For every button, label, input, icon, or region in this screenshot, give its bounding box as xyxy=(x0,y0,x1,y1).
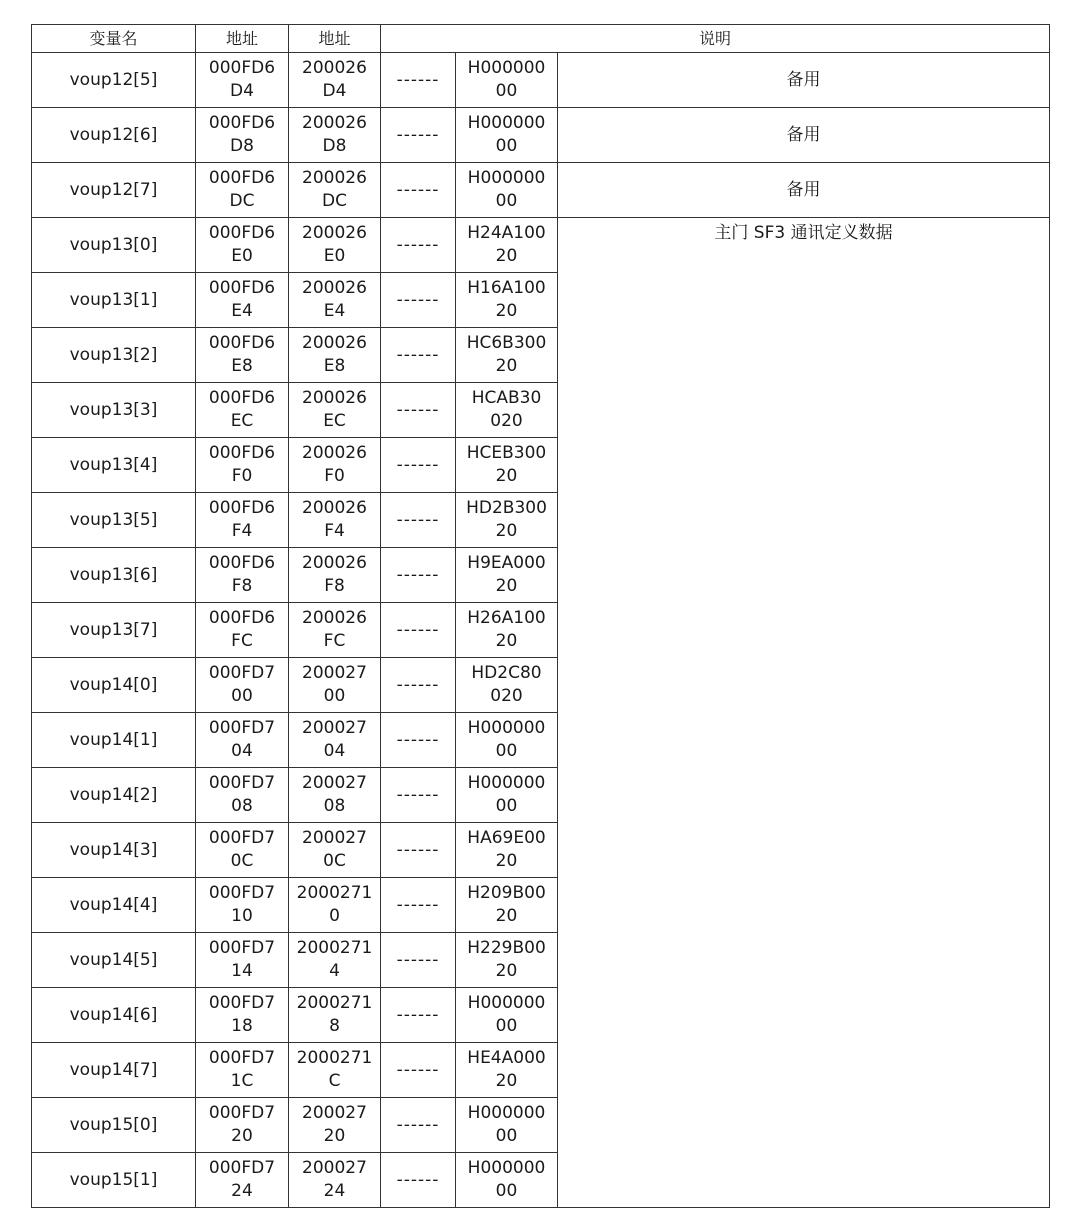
dash-cell: ------ xyxy=(381,878,456,933)
address-2-line-2: E8 xyxy=(323,356,346,376)
variable-name-cell: voup14[2] xyxy=(32,768,196,823)
value-line-1: H000000 xyxy=(467,718,546,738)
value-line-1: H16A100 xyxy=(467,278,546,298)
dash-cell: ------ xyxy=(381,163,456,218)
variable-name-cell: voup13[5] xyxy=(32,493,196,548)
value-line-2: 020 xyxy=(490,411,523,431)
dash-cell: ------ xyxy=(381,493,456,548)
address-1-cell xyxy=(196,603,289,658)
address-1-line-2: F4 xyxy=(231,521,253,541)
dash-cell: ------ xyxy=(381,823,456,878)
value-line-2: 00 xyxy=(495,1016,518,1036)
variable-name-cell: voup13[3] xyxy=(32,383,196,438)
address-1-line-2: DC xyxy=(229,191,255,211)
address-2-line-2: D8 xyxy=(322,136,347,156)
address-2-line-1: 200027 xyxy=(302,828,367,848)
variable-table xyxy=(31,24,1050,1208)
value-line-1: H000000 xyxy=(467,168,546,188)
dash-cell: ------ xyxy=(381,438,456,493)
address-2-line-1: 200027 xyxy=(302,718,367,738)
address-1-line-1: 000FD7 xyxy=(208,1158,276,1178)
description-cell: 备用 xyxy=(558,163,1050,218)
address-1-line-1: 000FD7 xyxy=(208,773,276,793)
address-1-line-2: EC xyxy=(230,411,254,431)
address-1-line-1: 000FD6 xyxy=(208,608,276,628)
address-1-line-2: 08 xyxy=(231,796,253,816)
variable-name-cell: voup13[2] xyxy=(32,328,196,383)
value-line-2: 00 xyxy=(495,81,518,101)
address-1-line-1: 000FD7 xyxy=(208,828,276,848)
value-cell xyxy=(456,1153,558,1208)
variable-name-cell: voup15[0] xyxy=(32,1098,196,1153)
value-cell xyxy=(456,603,558,658)
variable-name-cell: voup12[5] xyxy=(32,53,196,108)
value-line-2: 20 xyxy=(495,301,518,321)
description-cell-merged: 主门 SF3 通讯定义数据 xyxy=(558,218,1050,1208)
address-2-line-2: 24 xyxy=(323,1181,346,1201)
address-1-cell xyxy=(196,1153,289,1208)
header-address-1: 地址 xyxy=(196,25,289,53)
value-line-1: H000000 xyxy=(467,1103,546,1123)
address-1-line-1: 000FD6 xyxy=(208,443,276,463)
address-2-line-1: 200026 xyxy=(302,388,367,408)
address-2-line-1: 200026 xyxy=(302,333,367,353)
description-cell: 备用 xyxy=(558,108,1050,163)
value-cell xyxy=(456,438,558,493)
value-line-2: 20 xyxy=(495,576,518,596)
variable-name-cell: voup14[0] xyxy=(32,658,196,713)
value-cell xyxy=(456,163,558,218)
address-1-line-1: 000FD6 xyxy=(208,168,276,188)
address-1-line-1: 000FD6 xyxy=(208,333,276,353)
variable-name-cell: voup13[1] xyxy=(32,273,196,328)
address-1-line-1: 000FD6 xyxy=(208,223,276,243)
value-cell xyxy=(456,1098,558,1153)
table-body xyxy=(32,53,1050,1208)
value-line-2: 20 xyxy=(495,1071,518,1091)
address-1-cell xyxy=(196,108,289,163)
address-1-line-1: 000FD7 xyxy=(208,1048,276,1068)
address-2-line-2: F4 xyxy=(324,521,345,541)
variable-name-cell: voup13[4] xyxy=(32,438,196,493)
address-1-cell xyxy=(196,878,289,933)
value-line-2: 00 xyxy=(495,1126,518,1146)
address-2-line-1: 200026 xyxy=(302,443,367,463)
value-line-2: 00 xyxy=(495,136,518,156)
value-cell xyxy=(456,823,558,878)
value-cell xyxy=(456,328,558,383)
variable-name-cell: voup13[0] xyxy=(32,218,196,273)
address-1-line-2: D8 xyxy=(230,136,254,156)
address-1-line-1: 000FD6 xyxy=(208,388,276,408)
address-2-line-2: 0 xyxy=(329,906,340,926)
value-line-1: H229B00 xyxy=(467,938,546,958)
address-1-line-1: 000FD7 xyxy=(208,663,276,683)
address-2-cell xyxy=(289,218,381,273)
value-line-2: 00 xyxy=(495,741,518,761)
address-2-line-1: 200026 xyxy=(302,223,367,243)
value-line-2: 020 xyxy=(490,686,523,706)
address-2-line-2: F0 xyxy=(324,466,345,486)
header-description: 说明 xyxy=(381,25,1050,53)
address-2-line-2: F8 xyxy=(324,576,345,596)
table-row xyxy=(32,218,1050,273)
address-1-line-1: 000FD6 xyxy=(208,498,276,518)
address-2-cell xyxy=(289,988,381,1043)
address-2-line-2: 4 xyxy=(329,961,340,981)
value-line-1: H24A100 xyxy=(467,223,546,243)
header-variable-name: 变量名 xyxy=(32,25,196,53)
address-2-cell xyxy=(289,53,381,108)
address-2-cell xyxy=(289,108,381,163)
address-2-line-1: 200026 xyxy=(302,278,367,298)
address-1-cell xyxy=(196,218,289,273)
address-2-line-1: 200027 xyxy=(302,1158,367,1178)
value-line-1: HD2C80 xyxy=(471,663,542,683)
address-1-line-1: 000FD7 xyxy=(208,1103,276,1123)
value-line-2: 20 xyxy=(495,356,518,376)
variable-name-cell: voup14[4] xyxy=(32,878,196,933)
address-2-line-1: 2000271 xyxy=(296,938,373,958)
description-cell: 备用 xyxy=(558,53,1050,108)
address-2-line-1: 200026 xyxy=(302,498,367,518)
address-2-cell xyxy=(289,548,381,603)
value-line-2: 00 xyxy=(495,796,518,816)
value-cell xyxy=(456,493,558,548)
table-header-row xyxy=(32,25,1050,53)
variable-name-cell: voup12[6] xyxy=(32,108,196,163)
dash-cell: ------ xyxy=(381,1153,456,1208)
address-2-line-1: 2000271 xyxy=(296,993,373,1013)
address-1-cell xyxy=(196,328,289,383)
address-2-cell xyxy=(289,768,381,823)
dash-cell: ------ xyxy=(381,273,456,328)
address-1-line-1: 000FD7 xyxy=(208,883,276,903)
value-line-1: H000000 xyxy=(467,58,546,78)
address-1-cell xyxy=(196,988,289,1043)
address-1-line-2: 24 xyxy=(231,1181,253,1201)
address-2-line-2: C xyxy=(328,1071,341,1091)
address-1-line-1: 000FD6 xyxy=(208,58,276,78)
value-cell xyxy=(456,988,558,1043)
address-2-cell xyxy=(289,603,381,658)
address-2-cell xyxy=(289,933,381,988)
address-1-cell xyxy=(196,1043,289,1098)
address-1-line-2: 00 xyxy=(231,686,253,706)
address-2-line-1: 200026 xyxy=(302,113,367,133)
address-2-cell xyxy=(289,273,381,328)
address-1-line-1: 000FD6 xyxy=(208,278,276,298)
address-1-cell xyxy=(196,768,289,823)
value-cell xyxy=(456,1043,558,1098)
dash-cell: ------ xyxy=(381,713,456,768)
dash-cell: ------ xyxy=(381,658,456,713)
address-2-line-2: 08 xyxy=(323,796,346,816)
value-line-2: 20 xyxy=(495,466,518,486)
address-1-cell xyxy=(196,1098,289,1153)
value-line-2: 20 xyxy=(495,631,518,651)
value-line-1: H000000 xyxy=(467,113,546,133)
header-address-2: 地址 xyxy=(289,25,381,53)
address-1-line-1: 000FD7 xyxy=(208,938,276,958)
dash-cell: ------ xyxy=(381,108,456,163)
value-cell xyxy=(456,768,558,823)
address-2-line-2: D4 xyxy=(322,81,347,101)
dash-cell: ------ xyxy=(381,548,456,603)
address-2-cell xyxy=(289,1098,381,1153)
address-2-line-2: 0C xyxy=(323,851,346,871)
dash-cell: ------ xyxy=(381,53,456,108)
value-line-2: 00 xyxy=(495,191,518,211)
address-2-cell xyxy=(289,493,381,548)
dash-cell: ------ xyxy=(381,1098,456,1153)
value-cell xyxy=(456,53,558,108)
address-2-cell xyxy=(289,328,381,383)
dash-cell: ------ xyxy=(381,218,456,273)
value-line-2: 20 xyxy=(495,521,518,541)
value-line-2: 20 xyxy=(495,851,518,871)
value-cell xyxy=(456,713,558,768)
address-1-line-2: 1C xyxy=(230,1071,254,1091)
address-2-line-1: 200027 xyxy=(302,663,367,683)
address-1-line-2: E0 xyxy=(231,246,253,266)
address-2-line-1: 200026 xyxy=(302,608,367,628)
value-cell xyxy=(456,273,558,328)
address-1-line-1: 000FD6 xyxy=(208,113,276,133)
address-1-line-1: 000FD6 xyxy=(208,553,276,573)
variable-name-cell: voup14[1] xyxy=(32,713,196,768)
dash-cell: ------ xyxy=(381,988,456,1043)
value-line-1: HCAB30 xyxy=(471,388,542,408)
value-line-1: H000000 xyxy=(467,1158,546,1178)
address-1-cell xyxy=(196,438,289,493)
table-row xyxy=(32,163,1050,218)
address-1-line-2: E8 xyxy=(231,356,253,376)
address-1-cell xyxy=(196,383,289,438)
address-2-cell xyxy=(289,438,381,493)
address-1-cell xyxy=(196,53,289,108)
address-2-line-1: 200026 xyxy=(302,168,367,188)
dash-cell: ------ xyxy=(381,768,456,823)
dash-cell: ------ xyxy=(381,603,456,658)
value-line-1: HD2B300 xyxy=(466,498,547,518)
value-cell xyxy=(456,218,558,273)
address-1-line-2: 14 xyxy=(231,961,253,981)
value-line-2: 20 xyxy=(495,961,518,981)
value-cell xyxy=(456,933,558,988)
variable-name-cell: voup14[6] xyxy=(32,988,196,1043)
address-2-line-1: 2000271 xyxy=(296,1048,373,1068)
value-line-1: HC6B300 xyxy=(466,333,547,353)
address-2-line-2: 04 xyxy=(323,741,346,761)
address-2-line-2: E0 xyxy=(323,246,346,266)
variable-name-cell: voup14[3] xyxy=(32,823,196,878)
address-2-cell xyxy=(289,878,381,933)
address-1-line-2: F0 xyxy=(231,466,253,486)
variable-name-cell: voup13[7] xyxy=(32,603,196,658)
address-2-cell xyxy=(289,1043,381,1098)
dash-cell: ------ xyxy=(381,933,456,988)
address-1-line-2: 18 xyxy=(231,1016,253,1036)
variable-name-cell: voup13[6] xyxy=(32,548,196,603)
address-2-cell xyxy=(289,658,381,713)
address-2-line-1: 200027 xyxy=(302,773,367,793)
address-2-line-1: 200027 xyxy=(302,1103,367,1123)
address-1-cell xyxy=(196,933,289,988)
dash-cell: ------ xyxy=(381,328,456,383)
address-2-line-1: 200026 xyxy=(302,58,367,78)
value-line-1: HA69E00 xyxy=(467,828,546,848)
address-1-line-2: 0C xyxy=(230,851,254,871)
value-line-2: 00 xyxy=(495,1181,518,1201)
variable-name-cell: voup14[5] xyxy=(32,933,196,988)
address-1-cell xyxy=(196,273,289,328)
variable-name-cell: voup12[7] xyxy=(32,163,196,218)
address-2-cell xyxy=(289,163,381,218)
value-line-2: 20 xyxy=(495,906,518,926)
address-1-line-2: FC xyxy=(231,631,253,651)
address-2-line-2: 8 xyxy=(329,1016,340,1036)
address-2-line-1: 200026 xyxy=(302,553,367,573)
value-line-1: HE4A000 xyxy=(467,1048,546,1068)
address-2-line-2: DC xyxy=(322,191,347,211)
value-line-1: H000000 xyxy=(467,993,546,1013)
address-1-line-1: 000FD7 xyxy=(208,993,276,1013)
value-cell xyxy=(456,108,558,163)
variable-name-cell: voup14[7] xyxy=(32,1043,196,1098)
table-row xyxy=(32,108,1050,163)
address-1-line-2: 04 xyxy=(231,741,253,761)
value-line-1: H209B00 xyxy=(467,883,546,903)
address-1-line-2: E4 xyxy=(231,301,253,321)
address-2-line-2: 20 xyxy=(323,1126,346,1146)
address-1-line-2: 20 xyxy=(231,1126,253,1146)
variable-name-cell: voup15[1] xyxy=(32,1153,196,1208)
value-line-1: HCEB300 xyxy=(466,443,547,463)
address-2-line-2: EC xyxy=(323,411,346,431)
value-cell xyxy=(456,383,558,438)
address-1-line-1: 000FD7 xyxy=(208,718,276,738)
address-2-cell xyxy=(289,823,381,878)
value-cell xyxy=(456,878,558,933)
address-2-line-2: FC xyxy=(323,631,346,651)
value-cell xyxy=(456,548,558,603)
value-line-1: H26A100 xyxy=(467,608,546,628)
address-1-cell xyxy=(196,658,289,713)
value-line-1: H000000 xyxy=(467,773,546,793)
address-1-line-2: 10 xyxy=(231,906,253,926)
address-1-line-2: F8 xyxy=(231,576,253,596)
address-1-line-2: D4 xyxy=(230,81,254,101)
address-2-line-2: 00 xyxy=(323,686,346,706)
table-row xyxy=(32,53,1050,108)
address-1-cell xyxy=(196,823,289,878)
value-cell xyxy=(456,658,558,713)
address-1-cell xyxy=(196,493,289,548)
address-2-cell xyxy=(289,713,381,768)
address-2-line-2: E4 xyxy=(323,301,346,321)
address-2-cell xyxy=(289,383,381,438)
address-1-cell xyxy=(196,163,289,218)
dash-cell: ------ xyxy=(381,1043,456,1098)
value-line-1: H9EA000 xyxy=(467,553,546,573)
value-line-2: 20 xyxy=(495,246,518,266)
address-1-cell xyxy=(196,548,289,603)
address-1-cell xyxy=(196,713,289,768)
dash-cell: ------ xyxy=(381,383,456,438)
address-2-cell xyxy=(289,1153,381,1208)
address-2-line-1: 2000271 xyxy=(296,883,373,903)
